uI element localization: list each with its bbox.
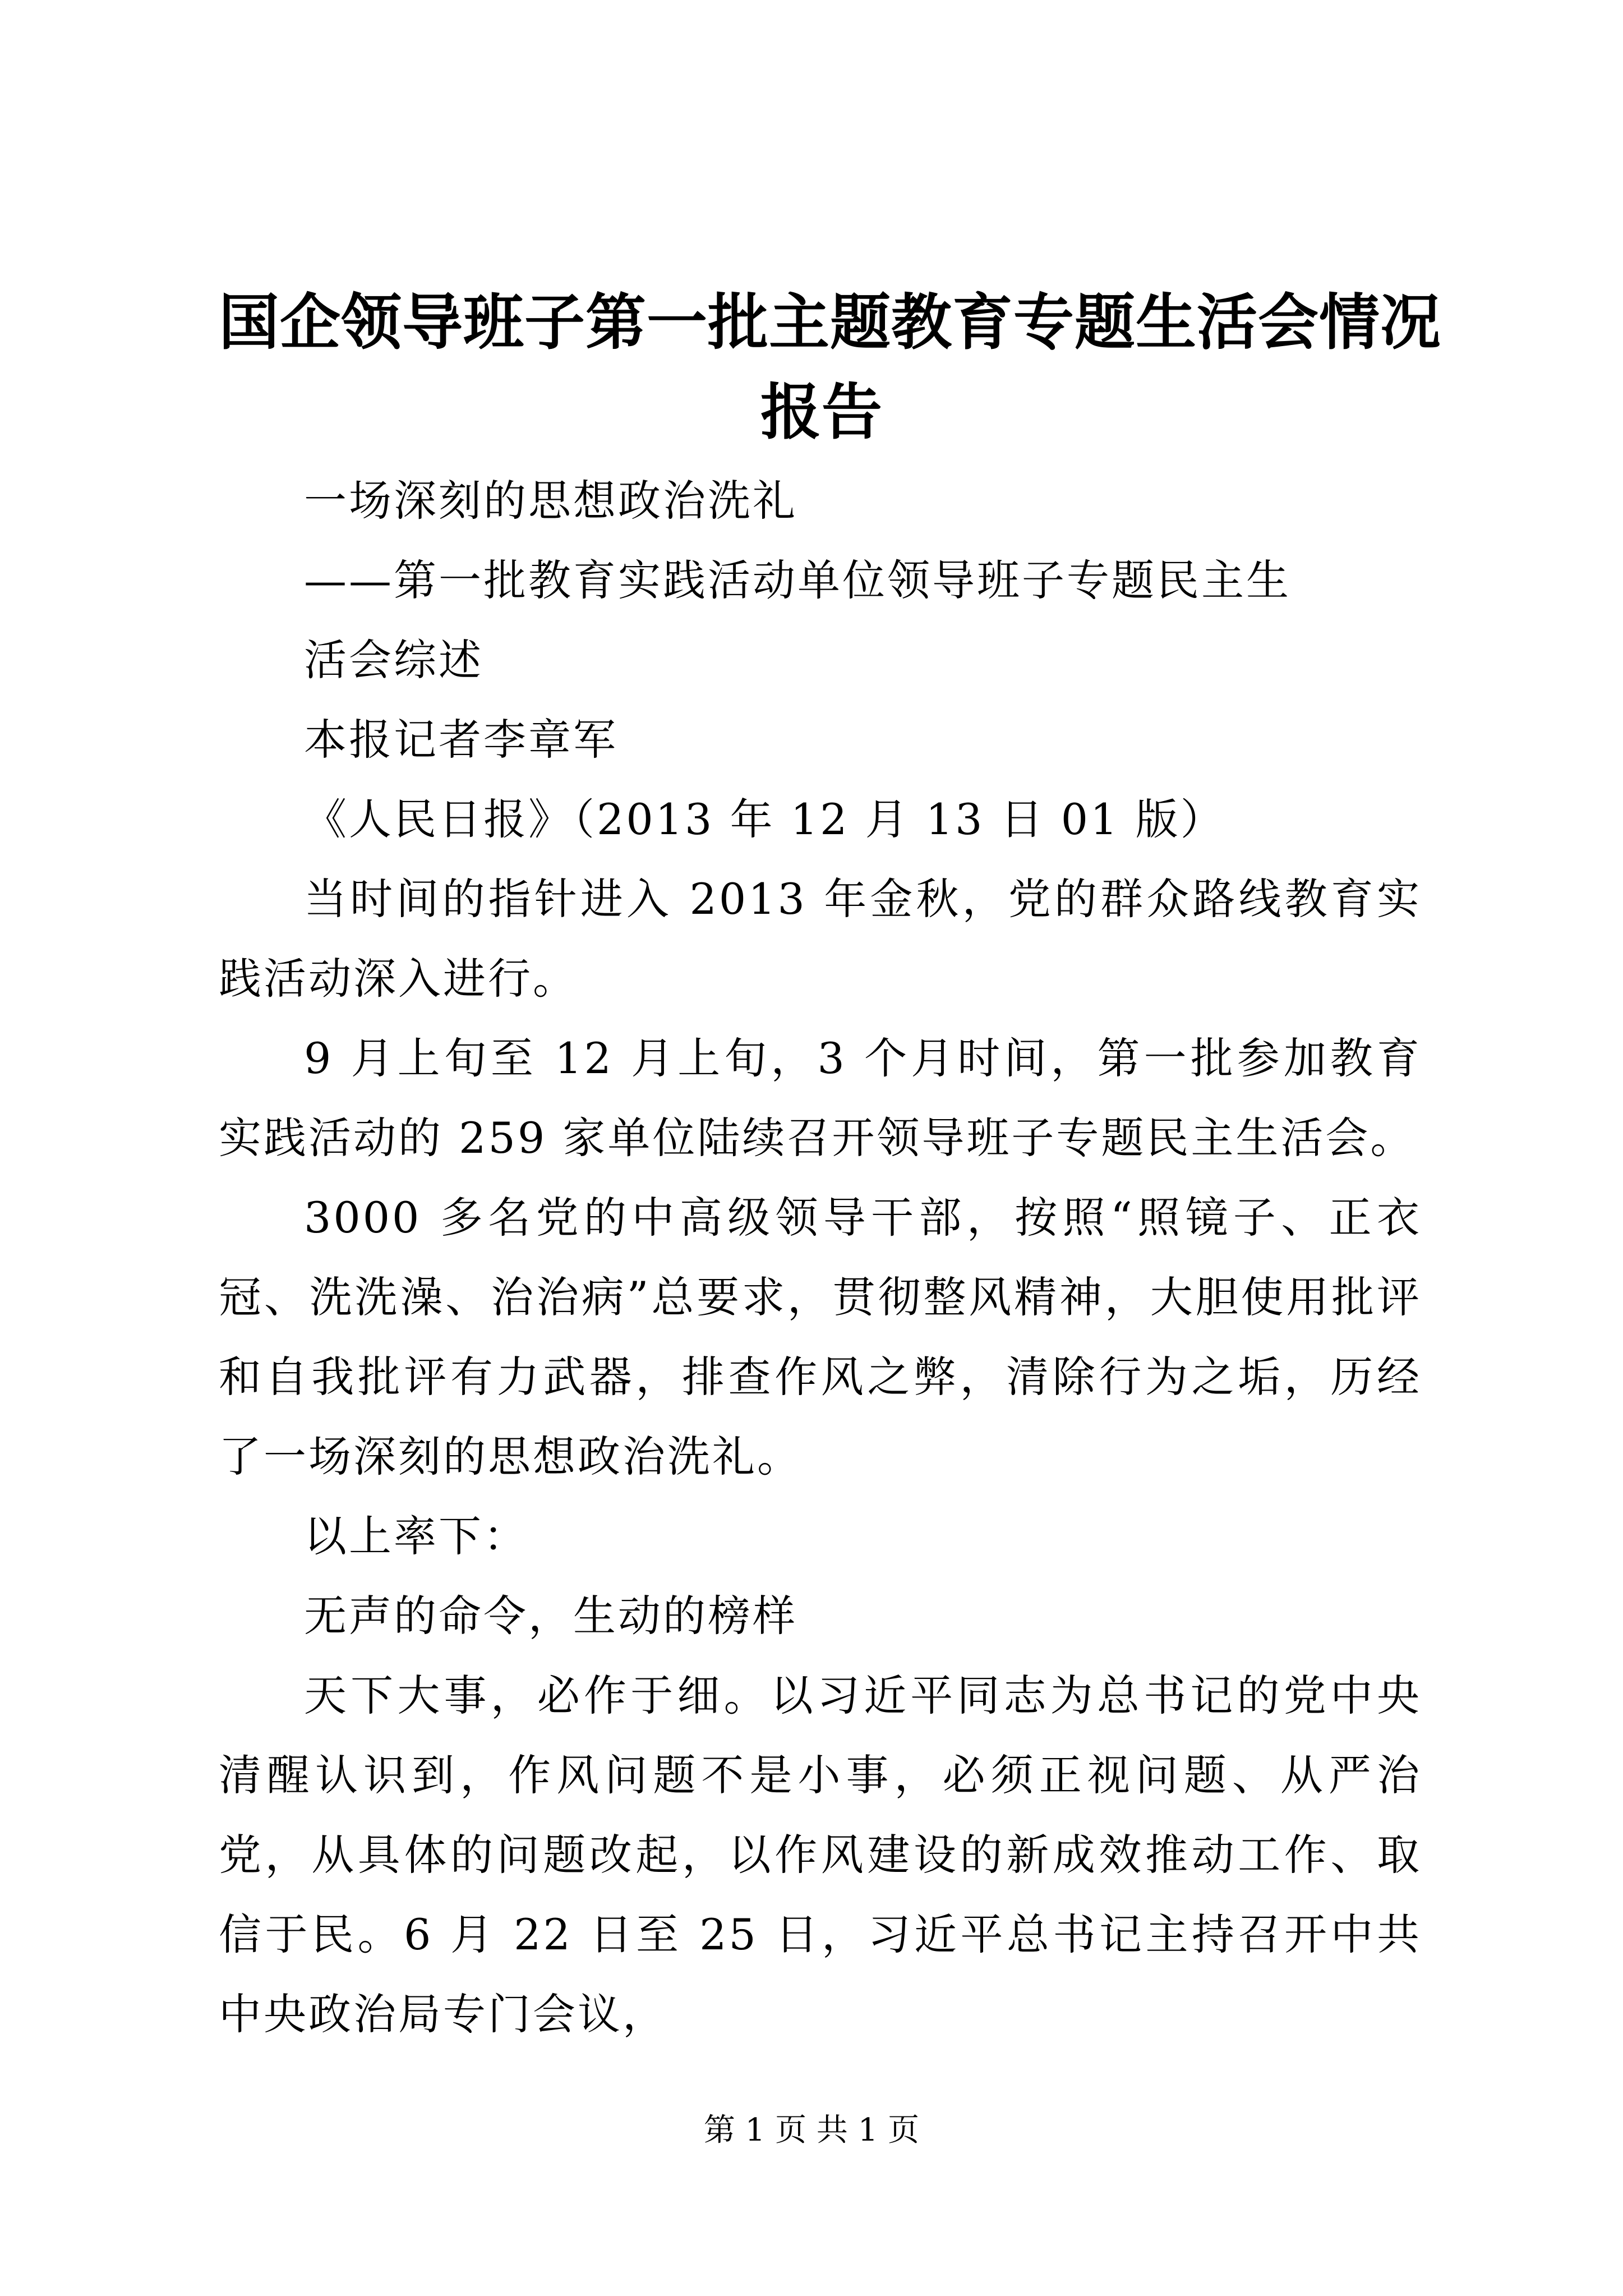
paragraph: 天下大事，必作于细。以习近平同志为总书记的党中央清醒认识到，作风问题不是小事，必须正视问题、从严治党，从具体的问题改起，以作风建设的新成效推动工作、取信于民。6 月 22 日至 25 日，习近平总书记主持召开中共中央政治局专门会议， xyxy=(219,1671,1422,2039)
title-line-1: 国企领导班子第一批主题教育专题生活会情况 xyxy=(219,287,1442,358)
paragraph-subtitle-2: ——第一批教育实践活动单位领导班子专题民主生 xyxy=(304,555,1291,605)
page-footer: 第 1 页 共 1 页 xyxy=(703,2112,920,2148)
paragraph-byline: 本报记者李章军 xyxy=(304,715,618,765)
paragraph: 9 月上旬至 12 月上旬，3 个月时间，第一批参加教育实践活动的 259 家单位陆续召开领导班子专题民主生活会。 xyxy=(219,1033,1422,1163)
paragraph: 当时间的指针进入 2013 年金秋，党的群众路线教育实践活动深入进行。 xyxy=(219,874,1422,1004)
paragraph-heading: 以上率下： xyxy=(304,1511,528,1561)
paragraph-source: 《人民日报》（2013 年 12 月 13 日 01 版） xyxy=(304,794,1225,844)
title-line-2: 报告 xyxy=(760,377,883,448)
paragraph-subtitle: 一场深刻的思想政治洗礼 xyxy=(304,476,797,526)
paragraph-subtitle-3: 活会综述 xyxy=(304,635,483,685)
paragraph: 3000 多名党的中高级领导干部，按照“照镜子、正衣冠、洗洗澡、治治病”总要求，贯彻整风精神，大胆使用批评和自我批评有力武器，排查作风之弊，清除行为之垢，历经了一场深刻的思想政治洗礼。 xyxy=(219,1193,1422,1481)
document-title xyxy=(219,278,1442,457)
document-body xyxy=(219,461,1422,2054)
paragraph-heading: 无声的命令，生动的榜样 xyxy=(304,1591,797,1641)
